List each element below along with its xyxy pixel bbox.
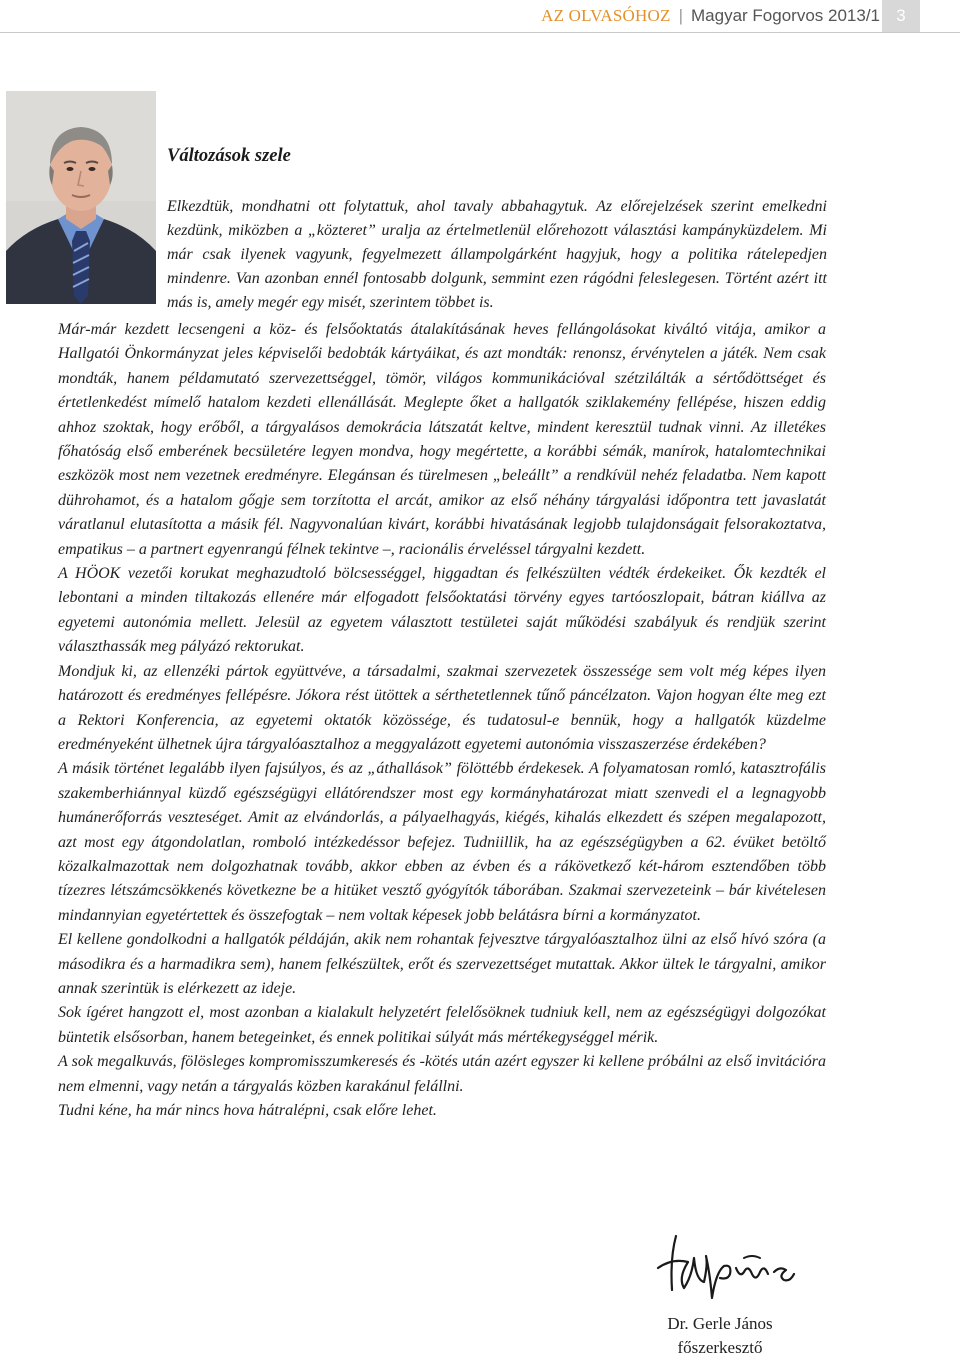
body-paragraph: El kellene gondolkodni a hallgatók példáján, akik nem rohantak fejvesztve tárgyalóasztalhoz ülni az első hívó szóra (a másodikra és a harmadikra sem), hanem felkészültek, erőt és szervezettséget mutattak. Akkor ültek le tárgyalni, amikor annak szerintük is elérkezett az ideje.	[58, 931, 826, 997]
page-header	[0, 0, 960, 33]
author-name: Dr. Gerle János	[667, 1314, 773, 1333]
intro-paragraph-block	[167, 195, 827, 315]
page-number: 3	[882, 0, 920, 32]
body-paragraph: Tudni kéne, ha már nincs hova hátralépni, csak előre lehet.	[58, 1102, 437, 1119]
author-role: főszerkesztő	[677, 1338, 763, 1357]
header-separator: |	[678, 6, 683, 25]
author-block	[620, 1312, 820, 1360]
handwritten-signature-icon	[648, 1228, 798, 1308]
body-paragraph: Sok ígéret hangzott el, most azonban a kialakult helyzetért felelősöknek tudniuk kell, nem az egészségügyi dolgozókat büntetik elsősorban, hanem betegeinket, és ennek politikai súlyát más mértékegységgel mérik.	[58, 1004, 826, 1046]
author-photo	[6, 91, 156, 304]
intro-paragraph: Elkezdtük, mondhatni ott folytattuk, ahol tavaly abbahagytuk. Az előrejelzések szerint emelkedni kezdünk, miközben a „közteret” uralja az értelmetlenül előrehozott választási kampányküzdelem. Mi már csak ilyenek vagyunk, fegyelmezett állampolgárként hagyjuk, hogy a politika rátelepedjen mindenre. Van azonban ennél fontosabb dolgunk, semmint ezen rágódni feleslegesen. Történt azért itt más is, amely megér egy misét, szerintem többet is.	[167, 198, 827, 311]
body-paragraph: Mondjuk ki, az ellenzéki pártok együttvéve, a társadalmi, szakmai szervezetek összessége sem volt még képes ilyen határozott és eredményes fellépésre. Jókora rést ütöttek a sérthetetlennek tűnő páncélzaton. Vajon hogyan élte meg ezt a Rektori Konferencia, az egyetemi oktatók közössége, és tudatosul-e bennük, hogy a hallgatók küzdelme eredményeként ülhetnek újra tárgyalóasztalhoz a meggyalázott egyetemi autonómia visszaszerzése érdekében?	[58, 662, 826, 753]
article-body	[58, 318, 826, 1123]
body-paragraph: A másik történet legalább ilyen fajsúlyos, és az „áthallások” fölöttébb érdekesek. A folyamatosan romló, katasztrofális szakemberhiánnyal küzdő egészségügyi ellátórendszer most egy kormányhatározat miatt szenvedi el a legnagyobb humánerőforrás veszteséget. Amit az elvándorlás, a pályaelhagyás, kiégés, kihalás elkezdett és szépen megalapozott, azt most egy átgondolatlan, romboló intézkedéssor befejez. Tudniillik, ha az egészségügyben a 62. évüket betöltő közalkalmazottak nem dolgozhatnak tovább, akkor ebben az évben és a rákövetkező két-három esztendőben több tízezres létszámcsökkenés következne be a hitüket vesztő gyógyítók táborában. Szakmai szervezeteink – bár kivételesen mindannyian egyetértettek és összefogtak – nem voltak képesek jobb belátásra bírni a kormányzatot.	[58, 760, 826, 924]
article-title: Változások szele	[167, 146, 291, 166]
journal-issue: Magyar Fogorvos 2013/1	[691, 6, 880, 25]
body-paragraph: Már-már kezdett lecsengeni a köz- és felsőoktatás átalakításának heves fellángolásokat kiváltó vitája, amikor a Hallgatói Önkormányzat jeles képviselői bedobták kártyáikat, és azt mondták: renonsz, érvénytelen a játék. Nem csak mondták, hanem példamutató szervezettséggel, tömör, világos kommunikációval szétzilálták a sértődöttséget és értetlenkedést mímelő hatalom kezdeti ellenállását. Meglepte őket a hallgatók sziklakemény fellépése, hiszen eddig ahhoz szoktak, hogy erőből, a tárgyalásos demokrácia látszatát keltve, mindent keresztül tudnak vinni. Az illetékes főhatóság első emberének becsületére legyen mondva, hogy megértette, a korábbi sémák, manírok, hatalomtechnikai eszközök most nem vezetnek eredményre. Elegánsan és türelmesen „beleállt” a rendkívül nehéz feladatba. Nem kapott dührohamot, és a hatalom gőgje sem torzította el arcát, amikor az első néhány tárgyalási időpontra tett javaslatát váratlanul elutasította a másik fél. Nagyvonalúan kivárt, korábbi hivatásának legjobb tulajdonságait felsorakoztatva, empatikus – a partnert egyenrangú félnek tekintve –, racionális érveléssel tárgyalni kezdett.	[58, 321, 826, 558]
running-head	[541, 6, 880, 26]
portrait-photo-icon	[6, 91, 156, 304]
body-paragraph: A sok megalkuvás, fölösleges kompromisszumkeresés és -kötés után azért egyszer ki kellene próbálni az első invitációra nem elmenni, vagy netán a tárgyalás közben karakánul felállni.	[58, 1053, 826, 1095]
section-label: AZ OLVASÓHOZ	[541, 6, 671, 25]
signature	[648, 1228, 798, 1308]
body-paragraph: A HÖOK vezetői korukat meghazudtoló bölcsességgel, higgadtan és felkészülten védték érdekeiket. Ők kezdték el lebontani a minden tiltakozás ellenére már elfogadott felsőoktatási törvény egyes tartóoszlopait, bátran kiállva az egyetemi autonómia mellett. Jelesül az egyetem választott testületei saját működési szabályuk és rendjük szerint választhassák meg pályázó rektorukat.	[58, 565, 826, 656]
